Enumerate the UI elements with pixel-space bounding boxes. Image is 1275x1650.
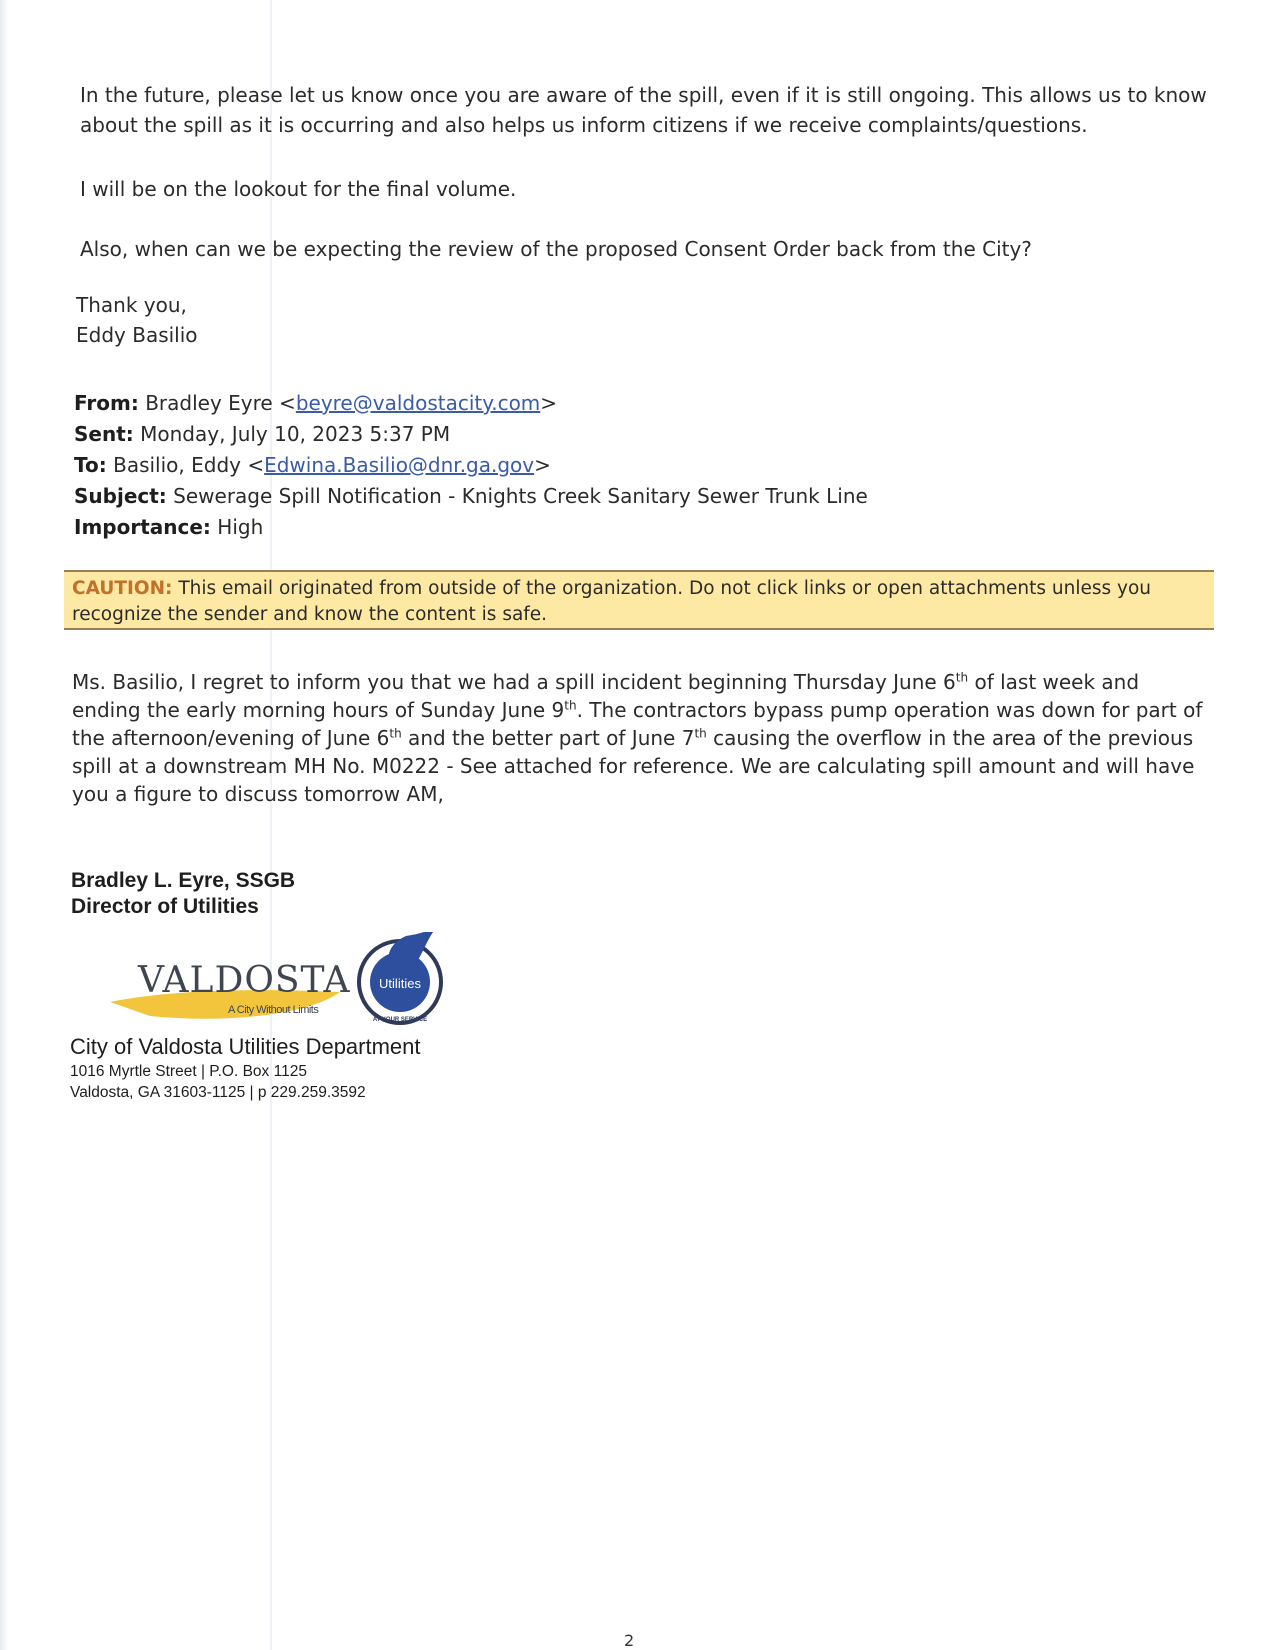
from-label: From: — [74, 391, 139, 415]
valdosta-utilities-logo — [110, 932, 450, 1032]
header-sent-row — [74, 419, 868, 450]
from-name: Bradley Eyre < — [145, 391, 296, 415]
closing-thanks: Thank you, — [76, 293, 187, 317]
logo-tagline: A City Without Limits — [228, 1004, 319, 1016]
department-address-line1: 1016 Myrtle Street | P.O. Box 1125 — [70, 1063, 307, 1080]
ordinal-suffix: th — [955, 670, 969, 685]
logo-ring-text: AT YOUR SERVICE — [372, 1017, 428, 1023]
page-number: 2 — [624, 1631, 635, 1650]
reply-paragraph-consent-order: Also, when can we be expecting the review of the proposed Consent Order back from the City? — [80, 237, 1032, 261]
caution-text: This email originated from outside of the organization. Do not click links or open attachments unless you recognize the sender and know the content is safe. — [72, 578, 1152, 625]
header-subject-row — [74, 481, 868, 512]
from-bracket: > — [540, 391, 558, 415]
signature-title: Director of Utilities — [71, 895, 259, 918]
ordinal-suffix: th — [389, 726, 402, 741]
subject-label: Subject: — [74, 484, 167, 508]
subject-value: Sewerage Spill Notification - Knights Creek Sanitary Sewer Trunk Line — [173, 484, 868, 508]
header-from-row — [74, 388, 868, 419]
reply-paragraph-future-notice: In the future, please let us know once you are aware of the spill, even if it is still ongoing. This allows us to know about the spill as it is occurring and also helps us inform citizens if we receive complaints/questions. — [80, 83, 1207, 137]
message-part: of last week and ending the early morning hours of Sunday June 9 — [72, 670, 1140, 722]
reply-paragraph-final-volume: I will be on the lookout for the final volume. — [80, 177, 517, 201]
ordinal-suffix: th — [564, 698, 577, 713]
department-block — [70, 1033, 421, 1103]
sent-value: Monday, July 10, 2023 5:37 PM — [140, 422, 451, 446]
to-label: To: — [74, 453, 107, 477]
caution-banner — [64, 570, 1214, 630]
signature-name: Bradley L. Eyre, SSGB — [71, 869, 296, 892]
sender-signature — [71, 868, 295, 920]
importance-value: High — [217, 515, 264, 539]
logo-wordmark: VALDOSTA — [138, 960, 351, 1001]
header-to-row — [74, 450, 868, 481]
original-message-body — [72, 668, 1212, 808]
caution-label: CAUTION: — [72, 578, 173, 599]
logo-badge-text: Utilities — [379, 976, 421, 991]
department-address-line2: Valdosta, GA 31603-1125 | p 229.259.3592 — [70, 1084, 366, 1101]
ordinal-suffix: th — [694, 726, 707, 741]
to-bracket: > — [534, 453, 551, 477]
closing-name: Eddy Basilio — [76, 323, 198, 347]
to-name: Basilio, Eddy < — [113, 453, 265, 477]
from-email-link[interactable]: beyre@valdostacity.com — [295, 391, 541, 415]
message-part: . The contractors bypass pump operation was down for part of the afternoon/evening of June 6 — [72, 698, 1203, 750]
message-part: causing the overflow in the area of the previous spill at a downstream MH No. M0222 - See attached for reference. We are calculating spill amount and will have you a figure to discuss tomorrow AM, — [72, 726, 1195, 806]
to-email-link[interactable]: Edwina.Basilio@dnr.ga.gov — [264, 453, 535, 477]
header-importance-row — [74, 512, 868, 543]
scan-edge — [0, 0, 8, 1650]
message-part: Ms. Basilio, I regret to inform you that we had a spill incident beginning Thursday June 6 — [72, 670, 956, 694]
forwarded-email-header — [74, 388, 868, 543]
importance-label: Importance: — [74, 515, 211, 539]
department-name: City of Valdosta Utilities Department — [70, 1034, 421, 1059]
sent-label: Sent: — [74, 422, 134, 446]
message-part: and the better part of June 7 — [401, 726, 695, 750]
reply-closing — [76, 290, 198, 350]
